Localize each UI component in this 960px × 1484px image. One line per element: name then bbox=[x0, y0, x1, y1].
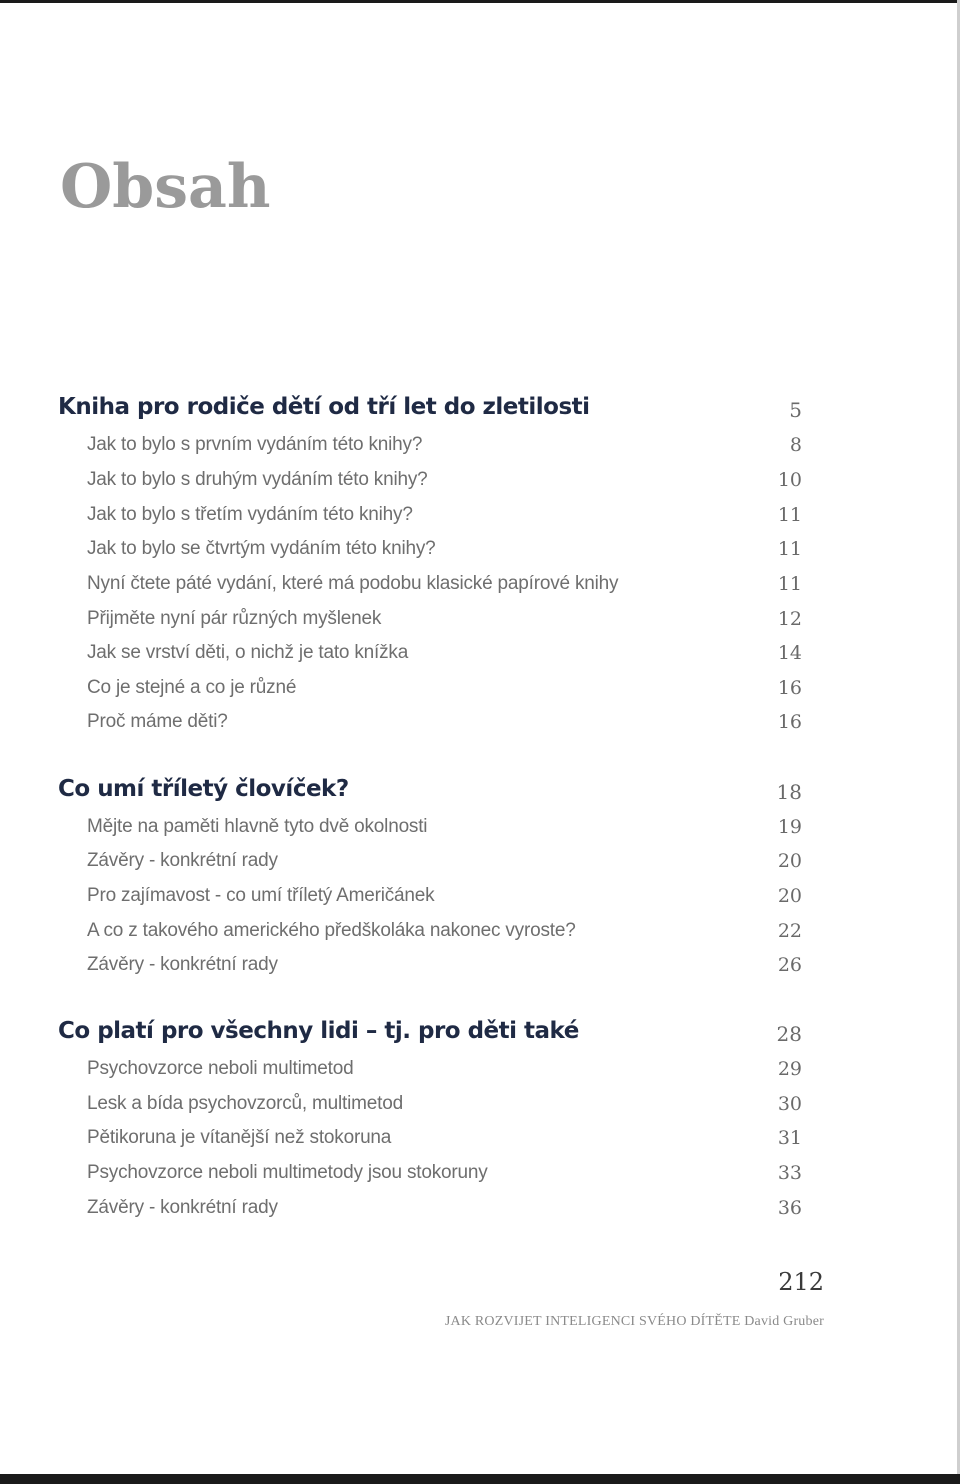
toc-page-number: 20 bbox=[777, 850, 802, 872]
toc-page-number: 10 bbox=[777, 469, 802, 491]
toc-item-label: Jak se vrství děti, o nichž je tato knížka bbox=[87, 642, 409, 663]
toc-item-label: Jak to bylo s třetím vydáním této knihy? bbox=[87, 504, 413, 525]
toc-page-number: 8 bbox=[789, 434, 802, 456]
toc-chapter-title: Co umí tříletý človíček? bbox=[58, 776, 349, 802]
toc-item[interactable] bbox=[0, 1193, 960, 1225]
toc-item-label: Co je stejné a co je různé bbox=[87, 677, 297, 698]
toc-page-number: 36 bbox=[777, 1197, 802, 1219]
toc-item-label: Mějte na paměti hlavně tyto dvě okolnosti bbox=[87, 816, 428, 837]
toc-item-label: Psychovzorce neboli multimetody jsou stokoruny bbox=[87, 1162, 488, 1183]
toc-page-number: 30 bbox=[777, 1093, 802, 1115]
toc-item[interactable] bbox=[0, 707, 960, 739]
page-edge-bottom bbox=[0, 1474, 960, 1484]
toc-chapter[interactable] bbox=[0, 776, 960, 808]
toc-item-label: Jak to bylo se čtvrtým vydáním této knihy? bbox=[87, 538, 436, 559]
toc-item-label: Závěry - konkrétní rady bbox=[87, 1197, 278, 1218]
toc-chapter[interactable] bbox=[0, 1018, 960, 1050]
toc-item[interactable] bbox=[0, 916, 960, 948]
page-number: 212 bbox=[778, 1268, 824, 1296]
toc-item-label: Proč máme děti? bbox=[87, 711, 228, 732]
toc-item-label: Lesk a bída psychovzorců, multimetod bbox=[87, 1093, 403, 1114]
toc-page-number: 19 bbox=[777, 816, 802, 838]
page-footer: JAK ROZVIJET INTELIGENCI SVÉHO DÍTĚTE David Gruber bbox=[444, 1314, 824, 1329]
toc-page-number: 16 bbox=[777, 677, 802, 699]
toc-page-number: 33 bbox=[777, 1162, 802, 1184]
toc-item[interactable] bbox=[0, 950, 960, 982]
page-title: Obsah bbox=[60, 152, 271, 222]
toc-chapter-title: Kniha pro rodiče dětí od tří let do zletilosti bbox=[58, 394, 590, 420]
toc-page-number: 20 bbox=[777, 885, 802, 907]
page-edge-top bbox=[0, 0, 960, 3]
toc-item-label: Jak to bylo s druhým vydáním této knihy? bbox=[87, 469, 428, 490]
toc-item-label: A co z takového amerického předškoláka nakonec vyroste? bbox=[87, 920, 576, 941]
toc-item[interactable] bbox=[0, 534, 960, 566]
toc-page-number: 11 bbox=[777, 573, 802, 595]
toc-item-label: Psychovzorce neboli multimetod bbox=[87, 1058, 354, 1079]
toc-item[interactable] bbox=[0, 1054, 960, 1086]
toc-chapter-title: Co platí pro všechny lidi – tj. pro děti také bbox=[58, 1018, 579, 1044]
toc-item-label: Přijměte nyní pár různých myšlenek bbox=[87, 608, 382, 629]
toc-page-number: 22 bbox=[777, 920, 802, 942]
toc-page-number: 12 bbox=[777, 608, 802, 630]
toc-item[interactable] bbox=[0, 638, 960, 670]
toc-item[interactable] bbox=[0, 1089, 960, 1121]
toc-item[interactable] bbox=[0, 500, 960, 532]
toc-item[interactable] bbox=[0, 673, 960, 705]
toc-page-number: 11 bbox=[777, 504, 802, 526]
toc-page-number: 26 bbox=[777, 954, 802, 976]
toc-chapter[interactable] bbox=[0, 394, 960, 426]
toc-item[interactable] bbox=[0, 604, 960, 636]
toc-item[interactable] bbox=[0, 430, 960, 462]
toc-page-number: 11 bbox=[777, 538, 802, 560]
toc-page-number: 5 bbox=[789, 398, 802, 422]
toc-item-label: Jak to bylo s prvním vydáním této knihy? bbox=[87, 434, 423, 455]
toc-item-label: Nyní čtete páté vydání, které má podobu klasické papírové knihy bbox=[87, 573, 619, 594]
toc-page-number: 16 bbox=[777, 711, 802, 733]
toc-item-label: Pro zajímavost - co umí tříletý Američánek bbox=[87, 885, 435, 906]
toc-item[interactable] bbox=[0, 881, 960, 913]
toc-item-label: Pětikoruna je vítanější než stokoruna bbox=[87, 1127, 392, 1148]
toc-page-number: 28 bbox=[776, 1022, 802, 1046]
toc-item[interactable] bbox=[0, 846, 960, 878]
toc-item-label: Závěry - konkrétní rady bbox=[87, 954, 278, 975]
toc-page-number: 14 bbox=[777, 642, 802, 664]
toc-item-label: Závěry - konkrétní rady bbox=[87, 850, 278, 871]
toc-item[interactable] bbox=[0, 1123, 960, 1155]
toc-page-number: 29 bbox=[777, 1058, 802, 1080]
toc-item[interactable] bbox=[0, 465, 960, 497]
toc-item[interactable] bbox=[0, 569, 960, 601]
toc-page-number: 31 bbox=[777, 1127, 802, 1149]
toc-page-number: 18 bbox=[776, 780, 802, 804]
toc-item[interactable] bbox=[0, 812, 960, 844]
toc-item[interactable] bbox=[0, 1158, 960, 1190]
